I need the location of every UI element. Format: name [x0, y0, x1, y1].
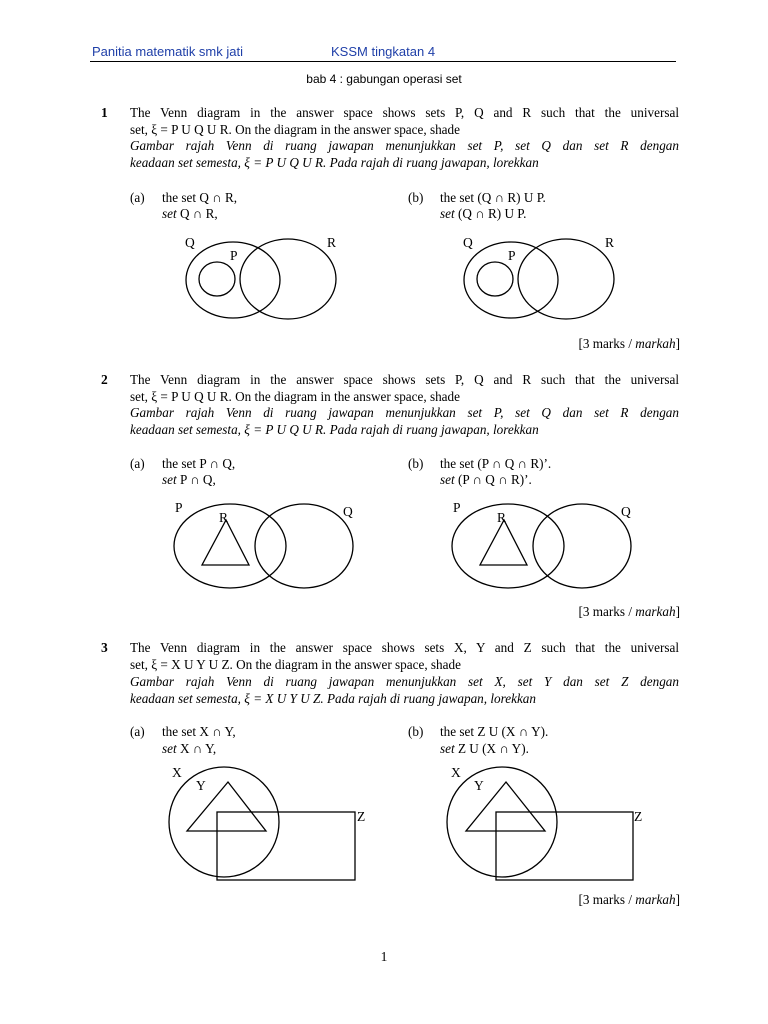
part-b-text-ms: set Z U (X ∩ Y).	[440, 741, 529, 756]
set-p-circle[interactable]	[477, 262, 513, 296]
part-a-label: (a)	[130, 724, 145, 739]
set-x-label: X	[172, 765, 182, 780]
part-a-text: the set X ∩ Y,	[162, 724, 236, 739]
venn-diagram-a[interactable]	[160, 762, 370, 884]
part-b-text: the set (P ∩ Q ∩ R)’.	[440, 456, 552, 471]
venn-diagram-a[interactable]	[160, 230, 360, 345]
part-a-label: (a)	[130, 190, 145, 205]
part-b-label: (b)	[408, 456, 424, 471]
marks-label: [3 marks / markah]	[578, 336, 680, 351]
set-q-label: Q	[621, 504, 631, 519]
set-r-label: R	[605, 235, 615, 250]
venn-diagram-a[interactable]	[160, 495, 365, 595]
question-text-en: The Venn diagram in the answer space shows sets P, Q and R such that the universal	[130, 372, 679, 387]
set-r-triangle[interactable]	[480, 520, 527, 565]
set-z-label: Z	[634, 809, 643, 824]
set-q-circle[interactable]	[533, 504, 631, 588]
question-text-en-cont: set, ξ = P U Q U R. On the diagram in the answer space, shade	[130, 122, 460, 137]
marks-label: [3 marks / markah]	[578, 604, 680, 619]
part-a-text-ms: set X ∩ Y,	[162, 741, 217, 756]
set-x-circle[interactable]	[447, 767, 557, 877]
set-r-label: R	[219, 510, 229, 525]
set-z-label: Z	[357, 809, 366, 824]
page-number: 1	[380, 949, 388, 964]
marks-label: [3 marks / markah]	[578, 892, 680, 907]
question-text-ms-cont: keadaan set semesta, ξ = X U Y U Z. Pada rajah di ruang jawapan, lorekkan	[130, 691, 536, 706]
question-text-ms-cont: keadaan set semesta, ξ = P U Q U R. Pada rajah di ruang jawapan, lorekkan	[130, 422, 539, 437]
set-x-circle[interactable]	[169, 767, 279, 877]
set-q-circle[interactable]	[255, 504, 353, 588]
part-b-label: (b)	[408, 190, 424, 205]
question-text-ms: Gambar rajah Venn di ruang jawapan menunjukkan set P, set Q dan set R dengan	[130, 405, 679, 420]
question-number: 2	[101, 372, 108, 387]
header-course: KSSM tingkatan 4	[331, 44, 436, 59]
part-a-text-ms: set Q ∩ R,	[162, 206, 218, 221]
header-school: Panitia matematik smk jati	[92, 44, 243, 59]
chapter-title: bab 4 : gabungan operasi set	[306, 72, 462, 86]
set-q-label: Q	[463, 235, 473, 250]
question-text-en: The Venn diagram in the answer space shows sets X, Y and Z such that the universal	[130, 640, 679, 655]
venn-diagram-b[interactable]	[440, 762, 650, 884]
part-a-text: the set P ∩ Q,	[162, 456, 236, 471]
part-b-text: the set Z U (X ∩ Y).	[440, 724, 549, 739]
set-q-label: Q	[343, 504, 353, 519]
part-a-label: (a)	[130, 456, 145, 471]
question-text-ms: Gambar rajah Venn di ruang jawapan menunjukkan set P, set Q dan set R dengan	[130, 138, 679, 153]
set-p-label: P	[230, 248, 238, 263]
set-r-label: R	[497, 510, 507, 525]
venn-diagram-b[interactable]	[438, 230, 638, 345]
set-z-rectangle[interactable]	[496, 812, 633, 880]
set-y-label: Y	[474, 778, 484, 793]
question-number: 1	[101, 105, 108, 120]
venn-diagram-b[interactable]	[438, 495, 643, 595]
set-r-triangle[interactable]	[202, 520, 249, 565]
set-p-circle[interactable]	[199, 262, 235, 296]
part-b-text-ms: set (P ∩ Q ∩ R)’.	[440, 472, 532, 487]
set-r-label: R	[327, 235, 337, 250]
set-p-label: P	[175, 500, 183, 515]
set-x-label: X	[451, 765, 461, 780]
question-text-en-cont: set, ξ = X U Y U Z. On the diagram in the answer space, shade	[130, 657, 461, 672]
set-p-label: P	[453, 500, 461, 515]
question-text-en-cont: set, ξ = P U Q U R. On the diagram in the answer space, shade	[130, 389, 460, 404]
question-text-ms-cont: keadaan set semesta, ξ = P U Q U R. Pada rajah di ruang jawapan, lorekkan	[130, 155, 539, 170]
set-r-circle[interactable]	[518, 239, 614, 319]
question-text-en: The Venn diagram in the answer space shows sets P, Q and R such that the universal	[130, 105, 679, 120]
question-text-ms: Gambar rajah Venn di ruang jawapan menunjukkan set X, set Y dan set Z dengan	[130, 674, 679, 689]
set-q-label: Q	[185, 235, 195, 250]
part-a-text-ms: set P ∩ Q,	[162, 472, 216, 487]
set-r-circle[interactable]	[240, 239, 336, 319]
set-p-label: P	[508, 248, 516, 263]
set-z-rectangle[interactable]	[217, 812, 355, 880]
part-b-text-ms: set (Q ∩ R) U P.	[440, 206, 527, 221]
header-rule	[90, 61, 676, 62]
part-b-label: (b)	[408, 724, 424, 739]
question-number: 3	[101, 640, 108, 655]
set-y-label: Y	[196, 778, 206, 793]
part-b-text: the set (Q ∩ R) U P.	[440, 190, 546, 205]
part-a-text: the set Q ∩ R,	[162, 190, 238, 205]
